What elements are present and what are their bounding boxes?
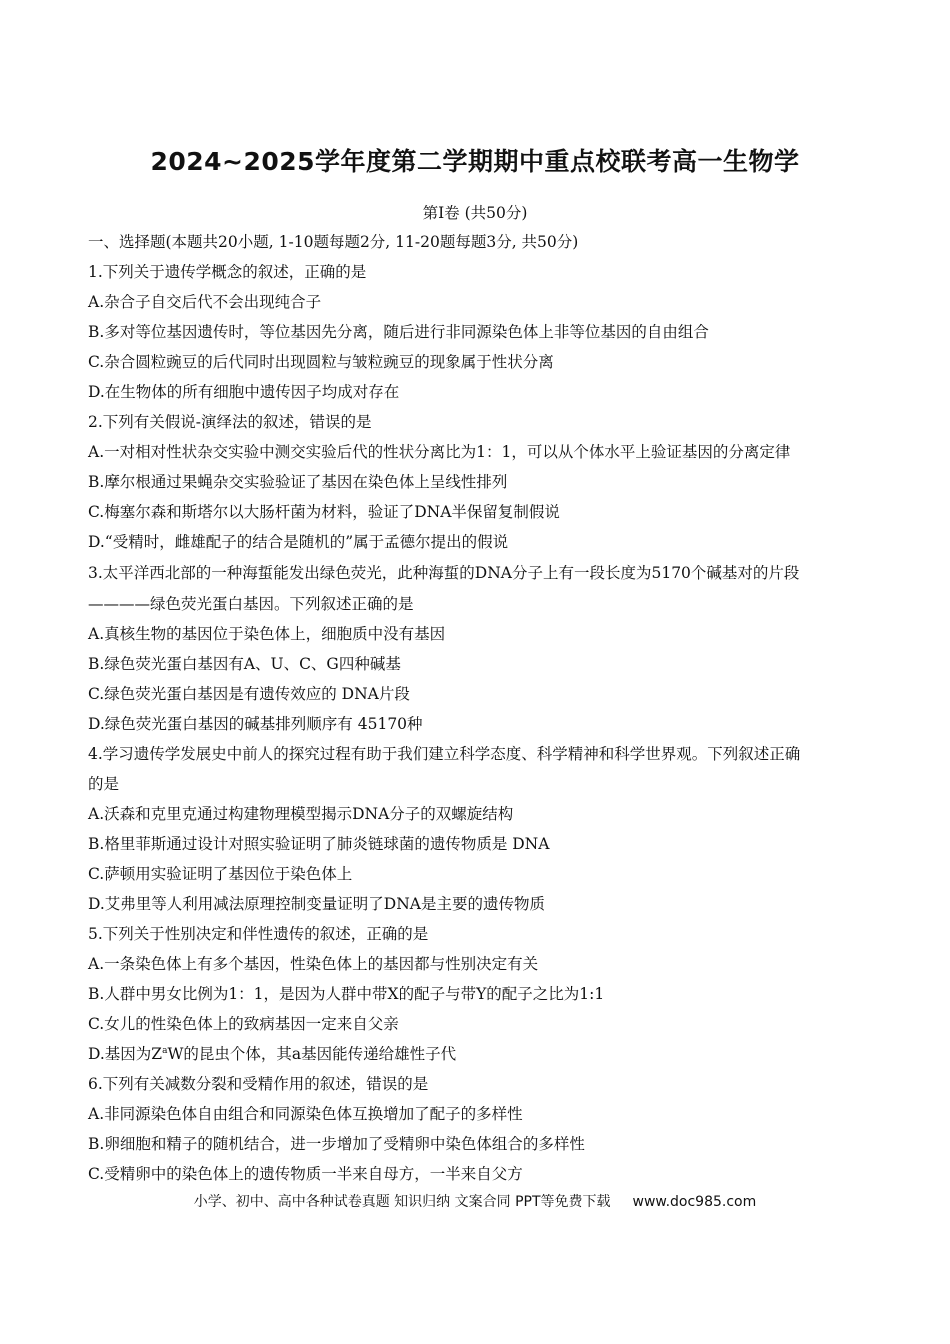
- option-line: B.格里菲斯通过设计对照实验证明了肺炎链球菌的遗传物质是 DNA: [88, 835, 550, 853]
- question-line: 3.太平洋西北部的一种海蜇能发出绿色荧光，此种海蜇的DNA分子上有一段长度为5170个碱基对的片段: [88, 564, 800, 582]
- option-line: A.非同源染色体自由组合和同源染色体互换增加了配子的多样性: [88, 1105, 523, 1123]
- option-line: A.一条染色体上有多个基因，性染色体上的基因都与性别决定有关: [88, 955, 539, 973]
- section-heading: 第Ⅰ卷 (共50分): [422, 204, 528, 222]
- option-line: A.真核生物的基因位于染色体上，细胞质中没有基因: [88, 625, 446, 643]
- option-line: A.沃森和克里克通过构建物理模型揭示DNA分子的双螺旋结构: [88, 805, 514, 823]
- option-line: B.多对等位基因遗传时，等位基因先分离，随后进行非同源染色体上非等位基因的自由组合: [88, 323, 709, 341]
- option-line: B.卵细胞和精子的随机结合，进一步增加了受精卵中染色体组合的多样性: [88, 1135, 585, 1153]
- option-text: D.基因为Z: [88, 1045, 163, 1063]
- question-line: 2.下列有关假说-演绎法的叙述，错误的是: [88, 413, 372, 431]
- option-line: C.绿色荧光蛋白基因是有遗传效应的 DNA片段: [88, 685, 410, 703]
- option-line: [88, 1044, 456, 1064]
- footer-text: 小学、初中、高中各种试卷真题 知识归纳 文案合同 PPT等免费下载: [193, 1194, 611, 1210]
- option-line: B.人群中男女比例为1：1，是因为人群中带X的配子与带Y的配子之比为1:1: [88, 985, 605, 1003]
- question-line: 5.下列关于性别决定和伴性遗传的叙述，正确的是: [88, 925, 429, 943]
- option-text-rest: W的昆虫个体，其a基因能传递给雄性子代: [167, 1045, 457, 1063]
- option-line: B.绿色荧光蛋白基因有A、U、C、G四种碱基: [88, 655, 401, 673]
- option-line: C.受精卵中的染色体上的遗传物质一半来自母方，一半来自父方: [88, 1165, 523, 1183]
- option-line: D.“受精时，雌雄配子的结合是随机的”属于孟德尔提出的假说: [88, 533, 509, 551]
- question-line: 1.下列关于遗传学概念的叙述，正确的是: [88, 263, 367, 281]
- footer-site-link[interactable]: www.doc985.com: [632, 1194, 757, 1210]
- superscript: a: [162, 1045, 168, 1056]
- instruction-line: 一、选择题(本题共20小题, 1-10题每题2分, 11-20题每题3分, 共50分): [88, 233, 579, 251]
- option-line: D.绿色荧光蛋白基因的碱基排列顺序有 45170种: [88, 715, 423, 733]
- question-line: 6.下列有关减数分裂和受精作用的叙述，错误的是: [88, 1075, 429, 1093]
- option-line: D.艾弗里等人利用减法原理控制变量证明了DNA是主要的遗传物质: [88, 895, 545, 913]
- option-line: B.摩尔根通过果蝇杂交实验验证了基因在染色体上呈线性排列: [88, 473, 508, 491]
- option-line: C.杂合圆粒豌豆的后代同时出现圆粒与皱粒豌豆的现象属于性状分离: [88, 353, 554, 371]
- option-line: C.萨顿用实验证明了基因位于染色体上: [88, 865, 353, 883]
- option-line: C.女儿的性染色体上的致病基因一定来自父亲: [88, 1015, 399, 1033]
- option-line: A.一对相对性状杂交实验中测交实验后代的性状分离比为1：1，可以从个体水平上验证基因的分离定律: [88, 443, 791, 461]
- question-line-cont: 的是: [88, 775, 120, 793]
- option-line: C.梅塞尔森和斯塔尔以大肠杆菌为材料，验证了DNA半保留复制假说: [88, 503, 560, 521]
- question-line-cont: ————绿色荧光蛋白基因。下列叙述正确的是: [88, 595, 414, 613]
- page-footer: [0, 1191, 950, 1211]
- option-line: A.杂合子自交后代不会出现纯合子: [88, 293, 322, 311]
- question-line: 4.学习遗传学发展史中前人的探究过程有助于我们建立科学态度、科学精神和科学世界观。下列叙述正确: [88, 745, 801, 763]
- option-line: D.在生物体的所有细胞中遗传因子均成对存在: [88, 383, 400, 401]
- exam-title: 2024~2025学年度第二学期期中重点校联考高一生物学: [150, 147, 800, 176]
